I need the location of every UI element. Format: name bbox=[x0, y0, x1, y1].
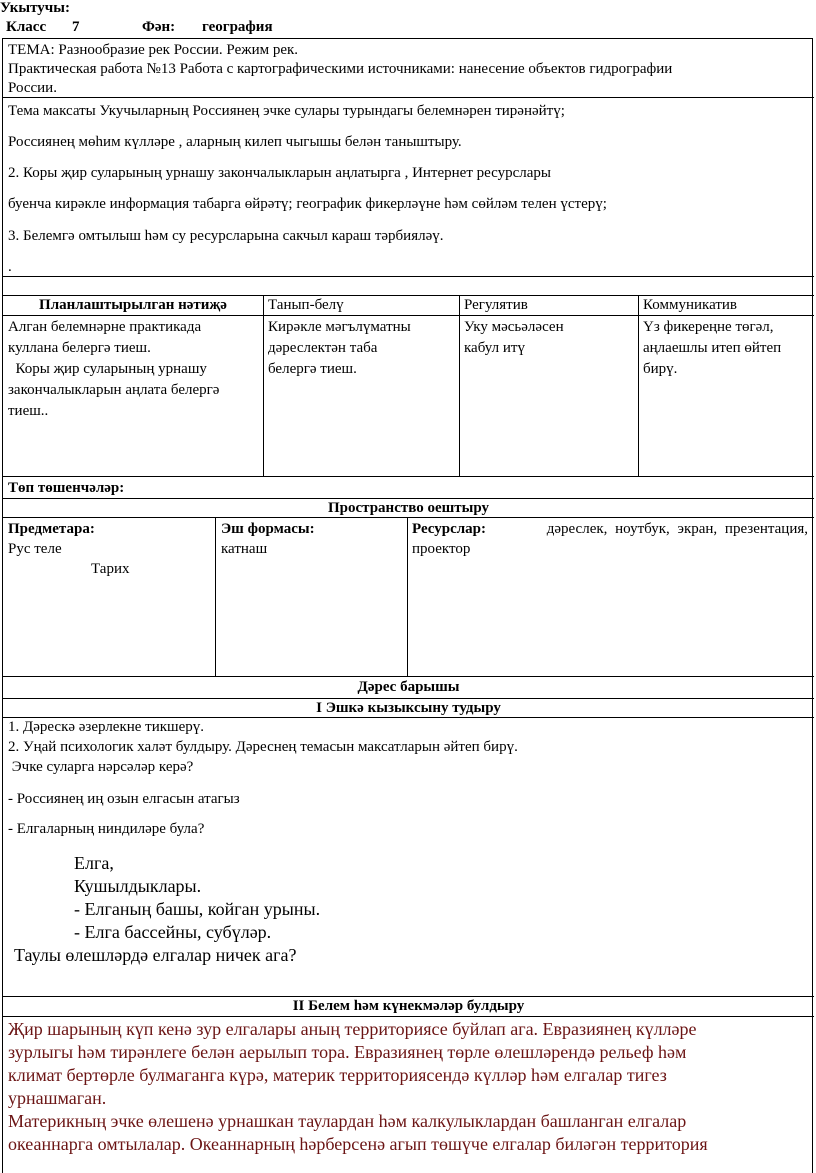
column-divider bbox=[459, 295, 460, 476]
results-planned-line: Коры җир суларының урнашу bbox=[8, 361, 207, 377]
stage2-line: Материкның эчке өлешенә урнашкан таулардан һәм калкулыклардан башланган елгалар bbox=[8, 1111, 687, 1131]
subjects-item: Тарих bbox=[91, 561, 130, 577]
results-cognitive-line: дәреслектән таба bbox=[268, 340, 378, 356]
results-header-regulative: Регулятив bbox=[464, 297, 528, 313]
results-cognitive-line: белергә тиеш. bbox=[268, 361, 357, 377]
topic-line-1: ТЕМА: Разнообразие рек России. Режим рек. bbox=[8, 42, 299, 58]
stage2-line: климат бертөрле булмаганга күрә, материк территориясендә күлләр һәм елгалар тигез bbox=[8, 1065, 667, 1085]
subjects-item: Рус теле bbox=[8, 541, 62, 557]
divider bbox=[3, 517, 814, 518]
work-form-label: Эш формасы: bbox=[221, 521, 315, 537]
results-planned-line: Алган белемнәрне практикада bbox=[8, 319, 202, 335]
stage1-question: Таулы өлешләрдә елгалар ничек ага? bbox=[14, 945, 297, 965]
results-cognitive-line: Кирәкле мәгълүматны bbox=[268, 319, 411, 335]
class-value: 7 bbox=[72, 19, 80, 35]
stage1-big-line: - Елга бассейны, субүләр. bbox=[74, 922, 272, 942]
results-regulative-line: кабул итү bbox=[464, 340, 525, 356]
key-terms-label: Төп төшенчәләр: bbox=[8, 480, 125, 496]
divider bbox=[3, 315, 814, 316]
stage1-line: 2. Уңай психологик халәт булдыру. Дәреснең темасын максатларын әйтеп бирү. bbox=[8, 739, 518, 755]
divider bbox=[3, 676, 814, 677]
column-divider bbox=[215, 517, 216, 676]
results-planned-cell bbox=[8, 317, 219, 422]
results-planned-line: куллана белергә тиеш. bbox=[8, 340, 151, 356]
lesson-plan-table bbox=[2, 38, 813, 1173]
teacher-label: Укытучы: bbox=[0, 0, 70, 16]
topic-line-2: Практическая работа №13 Работа с картографическими источниками: нанесение объектов гидрографии bbox=[8, 61, 673, 77]
resources-label: Ресурслар: bbox=[412, 521, 487, 537]
divider bbox=[3, 97, 814, 98]
results-header-communicative: Коммуникатив bbox=[643, 297, 738, 313]
goal-line-6: . bbox=[8, 259, 12, 275]
results-communicative-line: Үз фикереңне төгәл, bbox=[643, 319, 774, 335]
stage2-line: Җир шарының күп кенә зур елгалары аның территориясе буйлап ага. Евразиянең күлләре bbox=[8, 1019, 697, 1039]
results-cognitive-cell bbox=[268, 317, 411, 380]
space-title: Пространство оештыру bbox=[327, 500, 490, 516]
results-communicative-line: аңлаешлы итеп өйтеп bbox=[643, 340, 782, 356]
results-regulative-cell bbox=[464, 317, 564, 359]
column-divider bbox=[407, 517, 408, 676]
resources-cell bbox=[412, 519, 808, 559]
subjects-cell bbox=[8, 519, 129, 579]
column-divider bbox=[638, 295, 639, 476]
divider bbox=[3, 276, 814, 277]
goal-line-5: 3. Белемгә омтылыш һәм су ресурсларына сакчыл караш тәрбияләү. bbox=[8, 228, 444, 244]
class-subject-line bbox=[6, 19, 406, 36]
goal-line-2: Россиянең мөһим күлләре , аларның килеп чыгышы белән таныштыру. bbox=[8, 134, 462, 150]
subjects-label: Предметара: bbox=[8, 521, 95, 537]
results-planned-line: тиеш.. bbox=[8, 403, 49, 419]
subject-value: география bbox=[202, 19, 273, 35]
results-planned-line: закончалыкларын аңлата белергә bbox=[8, 382, 220, 398]
subject-label: Фән: bbox=[142, 19, 176, 35]
results-communicative-line: бирү. bbox=[643, 361, 678, 377]
divider bbox=[3, 1016, 814, 1017]
results-header-cognitive: Танып-белү bbox=[268, 297, 344, 313]
column-divider bbox=[263, 295, 264, 476]
divider bbox=[3, 476, 814, 477]
results-communicative-cell bbox=[643, 317, 781, 380]
stage1-big-line: Елга, bbox=[74, 853, 114, 873]
stage2-line: зурлыгы һәм тирәнлеге белән аерылып тора. Евразиянең төрле өлешләрендә рельеф һәм bbox=[8, 1042, 687, 1062]
stage1-big-line: - Елганың башы, койган урыны. bbox=[74, 899, 321, 919]
stage2-line: урнашмаган. bbox=[8, 1088, 107, 1108]
goal-line-3: 2. Коры җир суларының урнашу закончалыкларын аңлатырга , Интернет ресурслары bbox=[8, 165, 552, 181]
stage1-big-line: Кушылдыклары. bbox=[74, 876, 202, 896]
lesson-title: Дәрес барышы bbox=[357, 679, 460, 695]
results-header-planned: Планлаштырылган нәтиҗә bbox=[39, 297, 227, 313]
stage1-line: Эчке суларга нәрсәләр керә? bbox=[8, 759, 194, 775]
stage1-line: - Елгаларның ниндиләре була? bbox=[8, 821, 205, 837]
topic-line-3: России. bbox=[8, 80, 57, 96]
resources-value-2: проектор bbox=[412, 541, 471, 557]
stage1-title: I Эшкә кызыксыну тудыру bbox=[316, 700, 501, 716]
results-regulative-line: Уку мәсьәләсен bbox=[464, 319, 564, 335]
goal-line-4: буенча кирәкле информация табарга өйрәтү; географик фикерләүне һәм сөйләм телен үстерү; bbox=[8, 196, 607, 212]
resources-value: дәреслек, ноутбук, экран, презентация, bbox=[546, 521, 808, 537]
class-label: Класс bbox=[6, 19, 47, 35]
stage1-line: 1. Дәрескә әзерлекне тикшерү. bbox=[8, 719, 205, 735]
stage2-title: II Белем һәм күнекмәләр булдыру bbox=[292, 998, 525, 1014]
work-form-value: катнаш bbox=[221, 541, 268, 557]
stage2-line: океаннарга омтылалар. Океаннарның һәрберсенә агып төшүче елгалар биләгән территория bbox=[8, 1134, 708, 1154]
goal-line-1: Тема максаты Укучыларның Россиянең эчке сулары турындагы белемнәрен тирәнәйтү; bbox=[8, 103, 565, 119]
stage1-line: - Россиянең иң озын елгасын атагыз bbox=[8, 791, 240, 807]
work-form-cell bbox=[221, 519, 315, 559]
